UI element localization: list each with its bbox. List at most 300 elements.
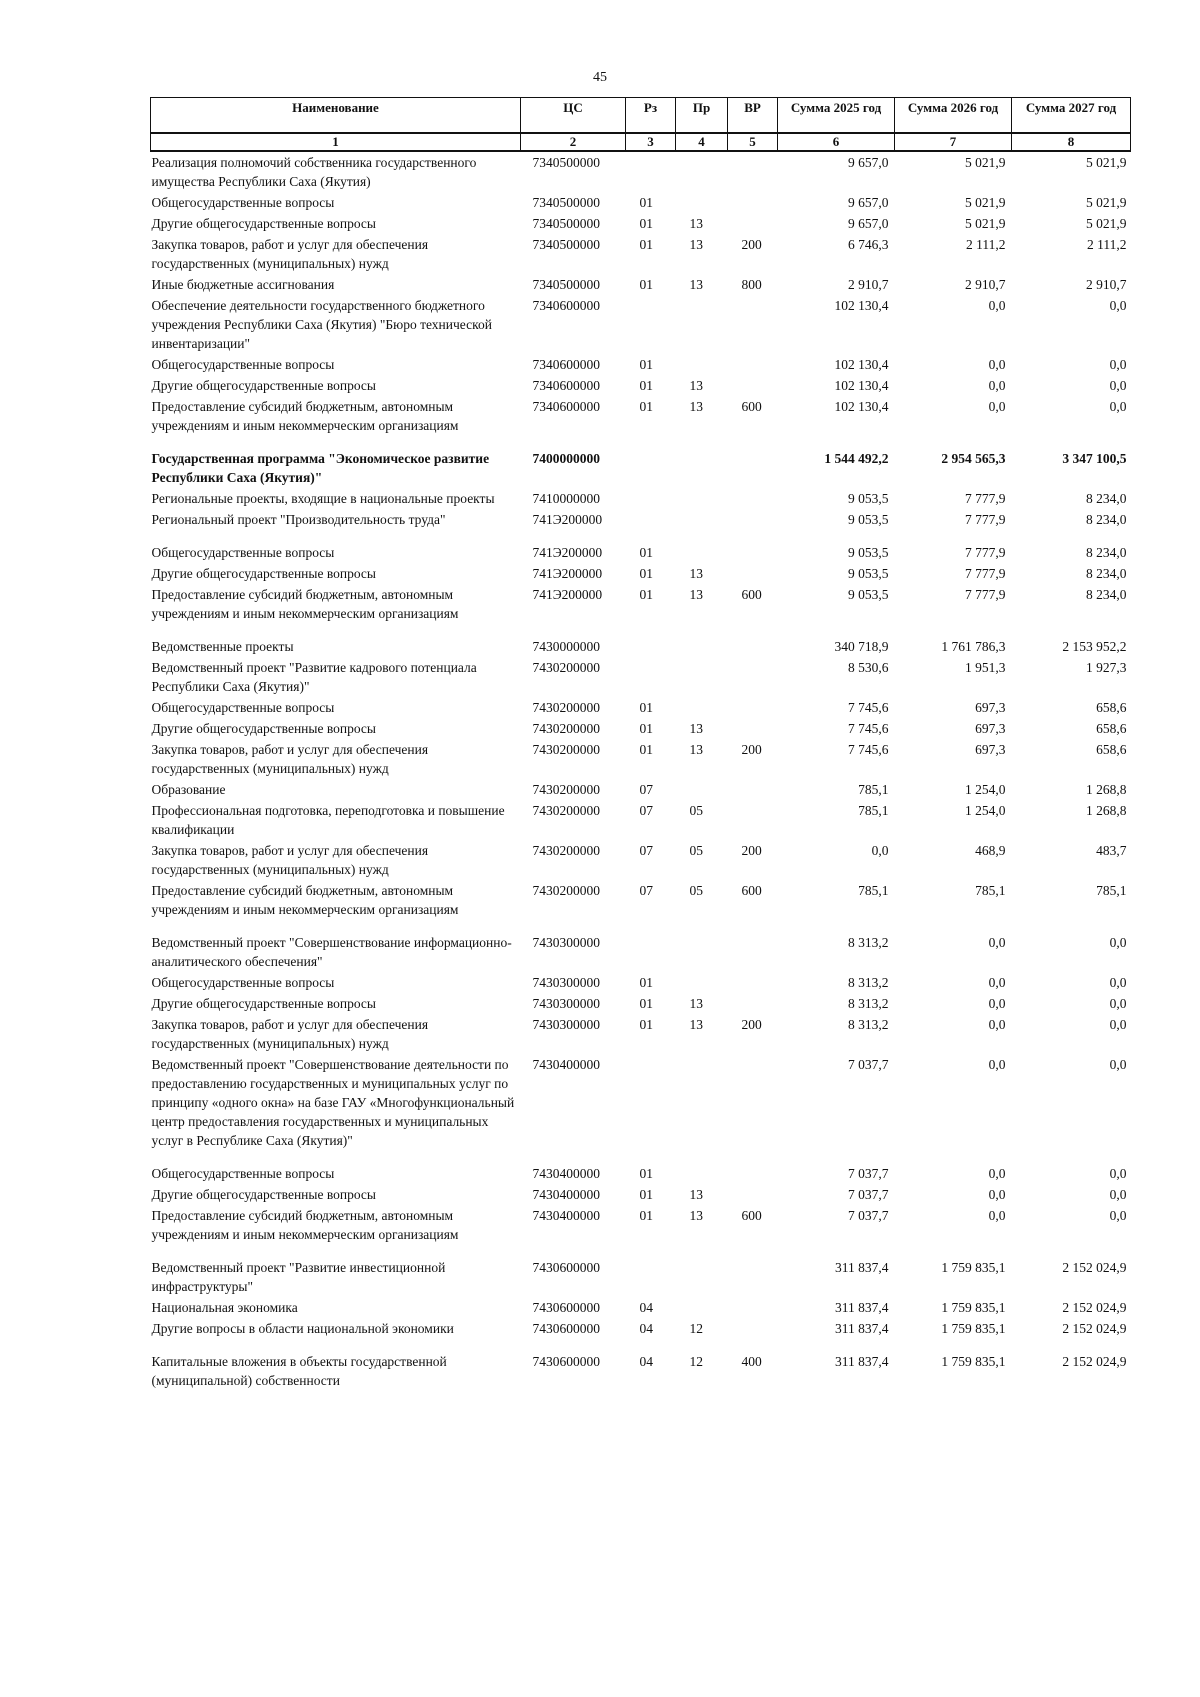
row-sum-2026: 0,0 [988, 1166, 1006, 1181]
row-sum-2026: 468,9 [975, 843, 1006, 858]
row-sum-2026: 0,0 [988, 298, 1006, 313]
row-sum-2025: 9 657,0 [848, 155, 889, 170]
row-vr [728, 1184, 778, 1205]
table-row [151, 354, 1131, 375]
row-name: Общегосударственные вопросы [151, 195, 335, 210]
row-rz [626, 488, 676, 509]
row-sum-2025: 6 746,3 [848, 237, 889, 252]
row-sum-2026: 0,0 [988, 378, 1006, 393]
row-cs: 7430300000 [532, 935, 600, 950]
row-pr: 13 [689, 1017, 703, 1032]
row-cs: 7340500000 [532, 237, 600, 252]
table-row [151, 295, 1131, 354]
table-row [151, 1297, 1131, 1318]
row-sum-2026: 697,3 [975, 742, 1006, 757]
row-rz: 01 [639, 1017, 653, 1032]
table-row [151, 396, 1131, 436]
row-rz [626, 295, 676, 354]
row-name: Общегосударственные вопросы [151, 700, 335, 715]
row-sum-2027: 5 021,9 [1086, 195, 1127, 210]
row-rz: 01 [639, 1166, 653, 1181]
row-rz: 01 [639, 378, 653, 393]
row-spacer [151, 624, 1131, 636]
row-spacer [151, 436, 1131, 448]
row-vr: 200 [741, 237, 762, 252]
row-vr: 600 [741, 399, 762, 414]
row-spacer-cell [151, 530, 1131, 542]
row-cs: 7340600000 [532, 357, 600, 372]
row-sum-2027: 8 234,0 [1086, 587, 1127, 602]
row-name: Предоставление субсидий бюджетным, автономным учреждениям и иным некоммерческим организациям [151, 587, 459, 621]
row-rz: 01 [639, 700, 653, 715]
row-sum-2027: 2 152 024,9 [1062, 1300, 1127, 1315]
table-row [151, 880, 1131, 920]
header-vr: ВР [728, 98, 778, 134]
row-cs: 7400000000 [532, 451, 600, 466]
row-name: Обеспечение деятельности государственного бюджетного учреждения Республики Саха (Якутия) "Бюро технической инвентаризации" [151, 298, 492, 351]
row-sum-2026: 5 021,9 [965, 195, 1006, 210]
row-sum-2026: 5 021,9 [965, 155, 1006, 170]
column-numbers-row [151, 133, 1131, 151]
row-sum-2026: 0,0 [988, 357, 1006, 372]
table-row [151, 1257, 1131, 1297]
row-cs: 7430200000 [532, 742, 600, 757]
row-pr: 13 [689, 378, 703, 393]
row-pr [676, 1297, 728, 1318]
row-sum-2025: 8 313,2 [848, 996, 889, 1011]
row-sum-2027: 8 234,0 [1086, 512, 1127, 527]
row-vr [728, 295, 778, 354]
table-row [151, 1205, 1131, 1245]
table-row [151, 563, 1131, 584]
row-cs: 7340600000 [532, 298, 600, 313]
row-vr [728, 932, 778, 972]
table-row [151, 584, 1131, 624]
row-name: Другие общегосударственные вопросы [151, 721, 376, 736]
row-cs: 7430200000 [532, 843, 600, 858]
row-name: Капитальные вложения в объекты государственной (муниципальной) собственности [151, 1354, 447, 1388]
row-sum-2026: 7 777,9 [965, 545, 1006, 560]
table-row [151, 800, 1131, 840]
row-cs: 7430600000 [532, 1260, 600, 1275]
row-vr [728, 192, 778, 213]
row-cs: 7430200000 [532, 883, 600, 898]
header-sum-2027: Сумма 2027 год [1012, 98, 1131, 134]
row-rz [626, 636, 676, 657]
row-sum-2025: 102 130,4 [834, 298, 889, 313]
row-sum-2025: 311 837,4 [835, 1354, 889, 1369]
table-row [151, 1184, 1131, 1205]
row-name: Другие вопросы в области национальной экономики [151, 1321, 454, 1336]
row-vr [728, 1257, 778, 1297]
row-rz: 07 [639, 782, 653, 797]
row-rz [626, 932, 676, 972]
row-spacer-cell [151, 1339, 1131, 1351]
row-vr [728, 1163, 778, 1184]
row-cs: 7340500000 [532, 277, 600, 292]
row-name: Другие общегосударственные вопросы [151, 996, 376, 1011]
row-cs: 741Э200000 [532, 545, 603, 560]
row-pr: 13 [689, 1187, 703, 1202]
row-sum-2027: 0,0 [1109, 1208, 1127, 1223]
row-pr: 13 [689, 237, 703, 252]
table-body [151, 151, 1131, 1391]
row-name: Ведомственный проект "Развитие инвестиционной инфраструктуры" [151, 1260, 446, 1294]
row-pr [676, 636, 728, 657]
row-spacer [151, 530, 1131, 542]
table-row [151, 972, 1131, 993]
row-spacer-cell [151, 624, 1131, 636]
row-name: Национальная экономика [151, 1300, 298, 1315]
header-sum-2025: Сумма 2025 год [778, 98, 895, 134]
row-name: Закупка товаров, работ и услуг для обеспечения государственных (муниципальных) нужд [151, 237, 429, 271]
table-row [151, 1318, 1131, 1339]
row-sum-2025: 8 313,2 [848, 975, 889, 990]
row-sum-2025: 7 037,7 [848, 1187, 889, 1202]
row-cs: 7430200000 [532, 782, 600, 797]
table-row [151, 636, 1131, 657]
row-vr [728, 800, 778, 840]
table-row [151, 488, 1131, 509]
table-row [151, 234, 1131, 274]
row-name: Образование [151, 782, 226, 797]
row-sum-2027: 2 153 952,2 [1062, 639, 1127, 654]
row-rz: 07 [639, 803, 653, 818]
row-pr: 13 [689, 1208, 703, 1223]
row-cs: 7430400000 [532, 1166, 600, 1181]
row-sum-2027: 5 021,9 [1086, 216, 1127, 231]
table-row [151, 718, 1131, 739]
row-vr [728, 354, 778, 375]
row-sum-2026: 5 021,9 [965, 216, 1006, 231]
row-pr [676, 1257, 728, 1297]
row-cs: 7430200000 [532, 700, 600, 715]
row-rz [626, 151, 676, 192]
row-pr: 13 [689, 216, 703, 231]
row-spacer [151, 1151, 1131, 1163]
row-cs: 741Э200000 [532, 512, 603, 527]
row-sum-2025: 9 657,0 [848, 195, 889, 210]
row-cs: 741Э200000 [532, 566, 603, 581]
row-sum-2025: 9 053,5 [848, 587, 889, 602]
row-pr [676, 1054, 728, 1151]
row-sum-2025: 2 910,7 [848, 277, 889, 292]
row-pr [676, 542, 728, 563]
row-name: Общегосударственные вопросы [151, 545, 335, 560]
row-sum-2026: 7 777,9 [965, 491, 1006, 506]
row-vr: 200 [741, 742, 762, 757]
row-pr [676, 295, 728, 354]
row-sum-2027: 8 234,0 [1086, 566, 1127, 581]
header-sum-2026: Сумма 2026 год [895, 98, 1012, 134]
row-pr: 13 [689, 587, 703, 602]
header-pr: Пр [676, 98, 728, 134]
row-name: Предоставление субсидий бюджетным, автономным учреждениям и иным некоммерческим организациям [151, 1208, 459, 1242]
row-rz: 01 [639, 996, 653, 1011]
row-name: Общегосударственные вопросы [151, 1166, 335, 1181]
row-name: Ведомственный проект "Совершенствование информационно-аналитического обеспечения" [151, 935, 512, 969]
row-sum-2025: 102 130,4 [834, 357, 889, 372]
row-name: Закупка товаров, работ и услуг для обеспечения государственных (муниципальных) нужд [151, 742, 429, 776]
row-name: Другие общегосударственные вопросы [151, 566, 376, 581]
row-sum-2027: 0,0 [1109, 975, 1127, 990]
row-vr [728, 993, 778, 1014]
row-vr: 600 [741, 1208, 762, 1223]
row-sum-2025: 102 130,4 [834, 399, 889, 414]
row-name: Региональный проект "Производительность труда" [151, 512, 446, 527]
row-sum-2025: 785,1 [858, 803, 889, 818]
row-rz: 07 [639, 843, 653, 858]
row-cs: 7430200000 [532, 660, 600, 675]
row-sum-2025: 311 837,4 [835, 1321, 889, 1336]
row-rz: 01 [639, 216, 653, 231]
row-sum-2027: 2 152 024,9 [1062, 1354, 1127, 1369]
row-spacer-cell [151, 1151, 1131, 1163]
row-sum-2027: 2 910,7 [1086, 277, 1127, 292]
table-row [151, 213, 1131, 234]
row-pr [676, 151, 728, 192]
row-sum-2026: 7 777,9 [965, 587, 1006, 602]
table-row [151, 274, 1131, 295]
row-sum-2027: 0,0 [1109, 1057, 1127, 1072]
row-cs: 7430000000 [532, 639, 600, 654]
column-number: 4 [676, 133, 728, 151]
row-pr [676, 657, 728, 697]
page-number: 45 [593, 70, 607, 85]
row-sum-2027: 658,6 [1096, 742, 1127, 757]
table-row [151, 840, 1131, 880]
row-name: Ведомственный проект "Совершенствование деятельности по предоставлению государственных и муниципальных услуг по принципу «одного окна» на базе ГАУ «Многофункциональный центр предоставления государственных и муниципальных услуг в Республике Саха (Якутия)" [151, 1057, 515, 1148]
row-name: Иные бюджетные ассигнования [151, 277, 335, 292]
table-row [151, 993, 1131, 1014]
row-pr: 13 [689, 566, 703, 581]
row-name: Профессиональная подготовка, переподготовка и повышение квалификации [151, 803, 505, 837]
row-sum-2025: 7 745,6 [848, 700, 889, 715]
table-row [151, 151, 1131, 192]
row-sum-2025: 7 745,6 [848, 721, 889, 736]
row-cs: 7430300000 [532, 975, 600, 990]
row-sum-2025: 8 313,2 [848, 935, 889, 950]
row-sum-2025: 311 837,4 [835, 1260, 889, 1275]
row-vr [728, 448, 778, 488]
column-number: 3 [626, 133, 676, 151]
row-sum-2026: 785,1 [975, 883, 1006, 898]
header-cs: ЦС [521, 98, 626, 134]
row-sum-2027: 3 347 100,5 [1062, 451, 1127, 466]
row-sum-2027: 5 021,9 [1086, 155, 1127, 170]
row-sum-2027: 483,7 [1096, 843, 1127, 858]
row-rz [626, 1054, 676, 1151]
row-vr: 600 [741, 587, 762, 602]
row-sum-2027: 1 927,3 [1086, 660, 1127, 675]
row-sum-2025: 785,1 [858, 782, 889, 797]
row-sum-2026: 0,0 [988, 1208, 1006, 1223]
row-rz [626, 657, 676, 697]
row-sum-2027: 8 234,0 [1086, 491, 1127, 506]
row-vr [728, 718, 778, 739]
header-name: Наименование [151, 98, 521, 134]
row-sum-2025: 8 530,6 [848, 660, 889, 675]
row-name: Предоставление субсидий бюджетным, автономным учреждениям и иным некоммерческим организациям [151, 883, 459, 917]
row-sum-2027: 0,0 [1109, 298, 1127, 313]
row-sum-2027: 2 152 024,9 [1062, 1260, 1127, 1275]
row-cs: 7430300000 [532, 996, 600, 1011]
row-cs: 7430600000 [532, 1300, 600, 1315]
row-sum-2025: 7 037,7 [848, 1166, 889, 1181]
row-pr: 13 [689, 996, 703, 1011]
row-sum-2026: 1 759 835,1 [941, 1321, 1006, 1336]
table-row [151, 448, 1131, 488]
row-sum-2026: 0,0 [988, 996, 1006, 1011]
row-rz: 01 [639, 1208, 653, 1223]
row-pr: 12 [689, 1321, 703, 1336]
row-vr [728, 563, 778, 584]
row-name: Общегосударственные вопросы [151, 975, 335, 990]
column-number: 2 [521, 133, 626, 151]
row-name: Региональные проекты, входящие в национальные проекты [151, 491, 495, 506]
row-rz: 01 [639, 277, 653, 292]
row-sum-2027: 0,0 [1109, 1017, 1127, 1032]
table-row [151, 1163, 1131, 1184]
row-cs: 7430400000 [532, 1187, 600, 1202]
row-cs: 7340600000 [532, 378, 600, 393]
row-name: Ведомственные проекты [151, 639, 294, 654]
row-sum-2026: 2 954 565,3 [941, 451, 1006, 466]
row-pr: 13 [689, 399, 703, 414]
row-pr: 13 [689, 277, 703, 292]
row-sum-2026: 697,3 [975, 721, 1006, 736]
row-cs: 741Э200000 [532, 587, 603, 602]
row-name: Предоставление субсидий бюджетным, автономным учреждениям и иным некоммерческим организациям [151, 399, 459, 433]
row-sum-2026: 697,3 [975, 700, 1006, 715]
row-rz: 01 [639, 566, 653, 581]
row-sum-2027: 0,0 [1109, 935, 1127, 950]
row-sum-2025: 9 053,5 [848, 512, 889, 527]
row-cs: 7430400000 [532, 1208, 600, 1223]
row-rz: 01 [639, 195, 653, 210]
table-row [151, 1054, 1131, 1151]
row-vr [728, 213, 778, 234]
row-vr [728, 1054, 778, 1151]
row-vr: 800 [741, 277, 762, 292]
row-cs: 7430300000 [532, 1017, 600, 1032]
row-rz: 01 [639, 742, 653, 757]
row-sum-2025: 311 837,4 [835, 1300, 889, 1315]
row-vr: 200 [741, 843, 762, 858]
row-vr [728, 509, 778, 530]
row-rz: 04 [639, 1321, 653, 1336]
row-rz: 01 [639, 399, 653, 414]
column-number: 8 [1012, 133, 1131, 151]
row-sum-2025: 9 053,5 [848, 491, 889, 506]
budget-table [150, 97, 1131, 1391]
row-pr: 13 [689, 721, 703, 736]
row-vr [728, 697, 778, 718]
row-rz: 01 [639, 587, 653, 602]
row-rz: 01 [639, 721, 653, 736]
row-vr: 200 [741, 1017, 762, 1032]
row-rz [626, 448, 676, 488]
row-sum-2026: 2 111,2 [966, 237, 1006, 252]
row-cs: 7340500000 [532, 155, 600, 170]
row-sum-2025: 340 718,9 [834, 639, 889, 654]
row-name: Государственная программа "Экономическое развитие Республики Саха (Якутия)" [151, 451, 490, 485]
row-cs: 7340500000 [532, 216, 600, 231]
row-cs: 7340600000 [532, 399, 600, 414]
row-rz: 01 [639, 545, 653, 560]
table-row [151, 542, 1131, 563]
row-sum-2027: 1 268,8 [1086, 782, 1127, 797]
row-sum-2026: 0,0 [988, 1057, 1006, 1072]
row-sum-2025: 7 745,6 [848, 742, 889, 757]
row-sum-2026: 0,0 [988, 399, 1006, 414]
row-name: Другие общегосударственные вопросы [151, 378, 376, 393]
row-cs: 7410000000 [532, 491, 600, 506]
row-sum-2027: 2 152 024,9 [1062, 1321, 1127, 1336]
row-vr [728, 151, 778, 192]
row-pr [676, 354, 728, 375]
row-sum-2027: 0,0 [1109, 996, 1127, 1011]
row-pr: 13 [689, 742, 703, 757]
row-sum-2026: 1 759 835,1 [941, 1300, 1006, 1315]
row-vr [728, 657, 778, 697]
table-row [151, 1351, 1131, 1391]
row-rz: 01 [639, 357, 653, 372]
row-spacer [151, 920, 1131, 932]
row-cs: 7430600000 [532, 1321, 600, 1336]
row-spacer-cell [151, 1245, 1131, 1257]
row-sum-2026: 0,0 [988, 1187, 1006, 1202]
row-vr: 600 [741, 883, 762, 898]
row-spacer [151, 1245, 1131, 1257]
row-sum-2026: 1 759 835,1 [941, 1260, 1006, 1275]
table-row [151, 509, 1131, 530]
row-vr [728, 636, 778, 657]
row-sum-2025: 785,1 [858, 883, 889, 898]
row-rz: 01 [639, 1187, 653, 1202]
row-sum-2026: 1 254,0 [965, 803, 1006, 818]
row-pr [676, 192, 728, 213]
table-row [151, 1014, 1131, 1054]
row-sum-2027: 1 268,8 [1086, 803, 1127, 818]
table-row [151, 375, 1131, 396]
row-cs: 7430600000 [532, 1354, 600, 1369]
row-pr: 05 [689, 843, 703, 858]
row-pr [676, 779, 728, 800]
row-cs: 7430200000 [532, 803, 600, 818]
row-sum-2025: 102 130,4 [834, 378, 889, 393]
table-row [151, 932, 1131, 972]
table-row [151, 697, 1131, 718]
row-vr [728, 1297, 778, 1318]
row-pr [676, 448, 728, 488]
row-sum-2026: 0,0 [988, 1017, 1006, 1032]
row-sum-2027: 658,6 [1096, 700, 1127, 715]
row-sum-2026: 2 910,7 [965, 277, 1006, 292]
row-sum-2027: 0,0 [1109, 1166, 1127, 1181]
row-sum-2026: 1 759 835,1 [941, 1354, 1006, 1369]
row-spacer [151, 1339, 1131, 1351]
column-number: 1 [151, 133, 521, 151]
column-number: 7 [895, 133, 1012, 151]
row-pr [676, 972, 728, 993]
row-rz: 04 [639, 1354, 653, 1369]
row-vr [728, 488, 778, 509]
row-vr [728, 972, 778, 993]
row-sum-2026: 7 777,9 [965, 566, 1006, 581]
header-rz: Рз [626, 98, 676, 134]
row-sum-2025: 0,0 [871, 843, 889, 858]
